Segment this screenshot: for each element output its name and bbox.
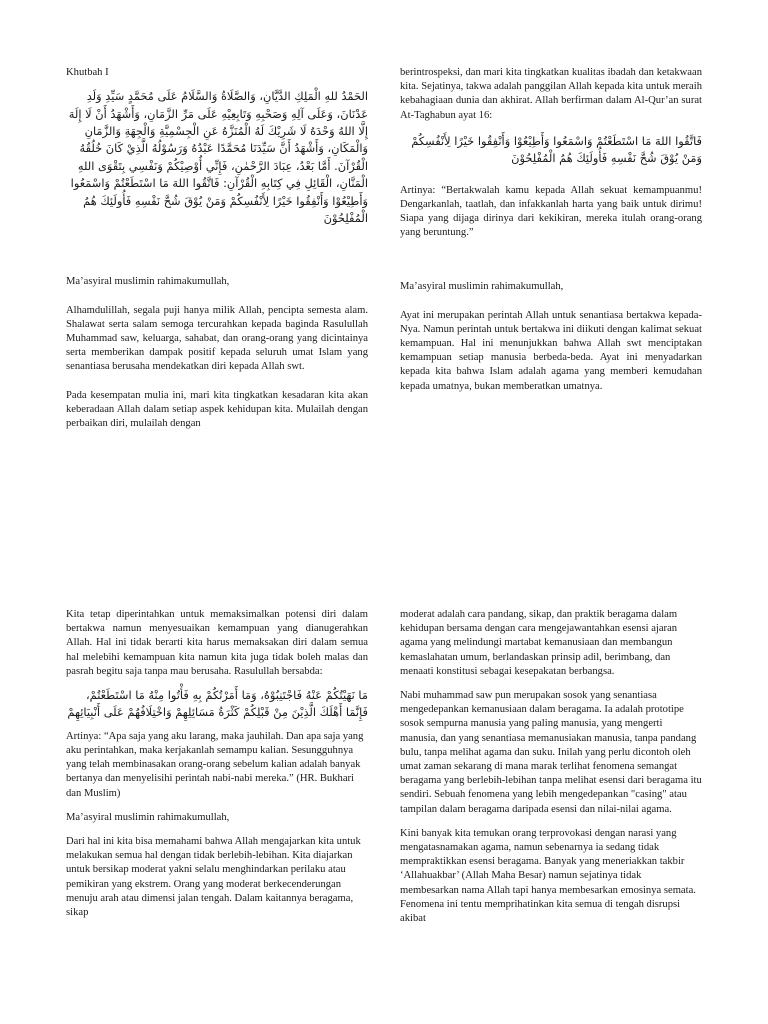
column-top-right [400,66,702,394]
arabic-hadith-text: مَا نَهَيْتُكُمْ عَنْهُ فَاجْتَنِبُوْهُ، وَمَا أَمَرْتُكُمْ بِهِ فَأْتُوا مِنْهُ مَا اسْتَطَعْتُمْ، فَإِنَّمَا أَهْلَكَ الَّذِيْنَ مِنْ قَبْلِكُمْ كَثْرَةُ مَسَائِلِهِمْ وَاخْتِلَافُهُمْ عَلَى أَنْبِيَائِهِمْ [67,688,368,720]
greeting-line: Ma’asyiral muslimin rahimakumullah, [66,811,230,823]
paragraph: Alhamdulillah, segala puji hanya milik Allah, pencipta semesta alam. Shalawat serta salam semoga tercurahkan kepada baginda Rasulullah Muhammad saw, keluarga, sahabat, dan orang-orang yang dicintainya serta memberikan dampak positif kepada seluruh umat Islam yang senantiasa berusaha mendekatkan diri kepada Allah swt. [66,304,368,373]
greeting-line: Ma’asyiral muslimin rahimakumullah, [66,276,230,288]
paragraph: Nabi muhammad saw pun merupakan sosok yang senantiasa mengedepankan kemanusiaan dalam beragama. Ia adalah prototipe sosok sempurna manusia yang paling manusia, yang mengerti manusia, dan yang senantiasa memanusiakan manusia, tanpa pandang bulu, tanpa melihat agama dan suku. Inilah yang perlu dicontoh oleh umat zaman sekarang di mana marak terlihat fenomena semangat beragama yang berlebih-lebihan tanpa melihat esensi dari beragama itu sendiri. Sebuah fenomena yang lebih mengedepankan "casing" atau tampilan dalam beragama daripada esensi dan nilai-nilai agama. [400,690,702,815]
greeting-line: Ma’asyiral muslimin rahimakumullah, [400,281,564,293]
column-top-left [66,66,368,431]
column-bottom-left [66,608,368,920]
translation-text: Artinya: “Apa saja yang aku larang, maka jauhilah. Dan apa saja yang aku perintahkan, maka kerjakanlah semampu kalian. Sesungguhnya yang telah membinasakan orang-orang sebelum kalian adalah banyak bertanya dan menyelisihi perintah nabi-nabi mereka.” (HR. Bukhari dan Muslim) [66,730,364,799]
sermon-title: Khutbah I [66,67,109,78]
arabic-verse-text: فَاتَّقُوا اللهَ مَا اسْتَطَعْتُمْ وَاسْمَعُوا وَأَطِيْعُوْا وَأَنْفِقُوا خَيْرًا لِأَنْفُسِكُمْ وَمَنْ يُوْقَ شُحَّ نَفْسِهِ فَأُولَئِكَ هُمُ الْمُفْلِحُوْنَ [411,133,702,166]
paragraph: moderat adalah cara pandang, sikap, dan praktik beragama dalam kehidupan bersama dengan cara mengejawantahkan esensi ajaran agama yang melindungi martabat kemanusiaan dan membangun kemaslahatan umum, berlandaskan prinsip adil, berimbang, dan menaati konstitusi sebagai kesepakatan berbangsa. [400,609,678,677]
arabic-opening-text: الحَمْدُ للهِ الْمَلِكِ الدَّيَّانِ، وَالصَّلَاةُ وَالسَّلَامُ عَلَى مُحَمَّدٍ سَيِّدِ وَلَدِ عَدْنَانَ، وَعَلَى آلِهِ وَصَحْبِهِ وَتَابِعِيْهِ عَلَى مَرِّ الزَّمَانِ، وَأَشْهَدُ أَنْ لَا إِلَهَ إِلَّا اللهُ وَحْدَهُ لَا شَرِيْكَ لَهُ الْمُنَزَّهُ عَنِ الْجِسْمِيَّةِ وَالْجِهَةِ وَالزَّمَانِ وَالْمَكَانِ، وَأَشْهَدُ أَنَّ سَيِّدَنَا مُحَمَّدًا عَبْدُهُ وَرَسُوْلُهُ الَّذِيْ كَانَ خُلُقُهُ الْقُرْآنَ. أَمَّا بَعْدُ، عِبَادَ الرَّحْمٰنِ، فَإِنِّي أُوْصِيْكُمْ وَنَفْسِي بِتَقْوَى اللهِ الْمَنَّانِ، الْقَائِلِ فِي كِتَابِهِ الْقُرْآنِ: فَاتَّقُوا اللهَ مَا اسْتَطَعْتُمْ وَاسْمَعُوا وَأَطِيْعُوْا وَأَنْفِقُوا خَيْرًا لِأَنْفُسِكُمْ وَمَنْ يُوْقَ شُحَّ نَفْسِهِ فَأُولَئِكَ هُمُ الْمُفْلِحُوْنَ [68,89,368,226]
paragraph: Pada kesempatan mulia ini, mari kita tingkatkan kesadaran kita akan keberadaan Allah dalam setiap aspek kehidupan kita. Mulailah dengan perbaikan diri, mulailah dengan [66,389,368,430]
paragraph: berintrospeksi, dan mari kita tingkatkan kualitas ibadah dan ketakwaan kita. Sejatinya, takwa adalah panggilan Allah kepada kita untuk meraih kebahagiaan dunia dan akhirat. Allah berfirman dalam Al-Qur’an surat At-Taghabun ayat 16: [400,67,702,121]
paragraph: Kita tetap diperintahkan untuk memaksimalkan potensi diri dalam bertakwa namun menyesuaikan kemampuan yang dianugerahkan Allah. Hal ini tidak berarti kita harus memaksakan diri dalam semua hal melebihi kemampuan kita namun kita juga tidak boleh malas dan pasrah begitu saja tanpa mau berusaha. Rasulullah bersabda: [66,609,368,677]
paragraph: Dari hal ini kita bisa memahami bahwa Allah mengajarkan kita untuk melakukan semua hal dengan tidak berlebih-lebihan. Kita diajarkan untuk bersikap moderat yakni selalu menghindarkan perilaku atau pemikiran yang ekstrem. Orang yang moderat berkecenderungan menuju arah atau dimensi jalan tengah. Dalam kaitannya beragama, sikap [66,836,361,919]
column-bottom-right [400,608,702,926]
translation-text: Artinya: “Bertakwalah kamu kepada Allah sekuat kemampuanmu! Dengarkanlah, taatlah, dan infakkanlah harta yang baik untuk dirimu! Siapa yang dijaga dirinya dari kekikiran, mereka itulah orang-orang yang beruntung.” [400,184,702,239]
paragraph: Kini banyak kita temukan orang terprovokasi dengan narasi yang mengatasnamakan agama, namun sebenarnya ia sedang tidak mempraktikkan esensi beragama. Banyak yang meneriakkan takbir ‘Allahuakbar’ (Allah Maha Besar) namun sejatinya tidak membesarkan nama Allah tapi hanya membesarkan emosinya semata. Fenomena ini tentu memprihatinkan kita semua di tengah disrupsi akibat [400,827,696,925]
paragraph: Ayat ini merupakan perintah Allah untuk senantiasa bertakwa kepada-Nya. Namun perintah untuk bertakwa ini diikuti dengan kalimat sekuat kemampuan. Hal ini menunjukkan bahwa Allah swt menciptakan kemampuan setiap manusia berbeda-beda. Ayat ini menyadarkan kepada kita bahwa Islam adalah agama yang memberi kemudahan kepada umatnya, bukan memberatkan umatnya. [400,309,702,392]
